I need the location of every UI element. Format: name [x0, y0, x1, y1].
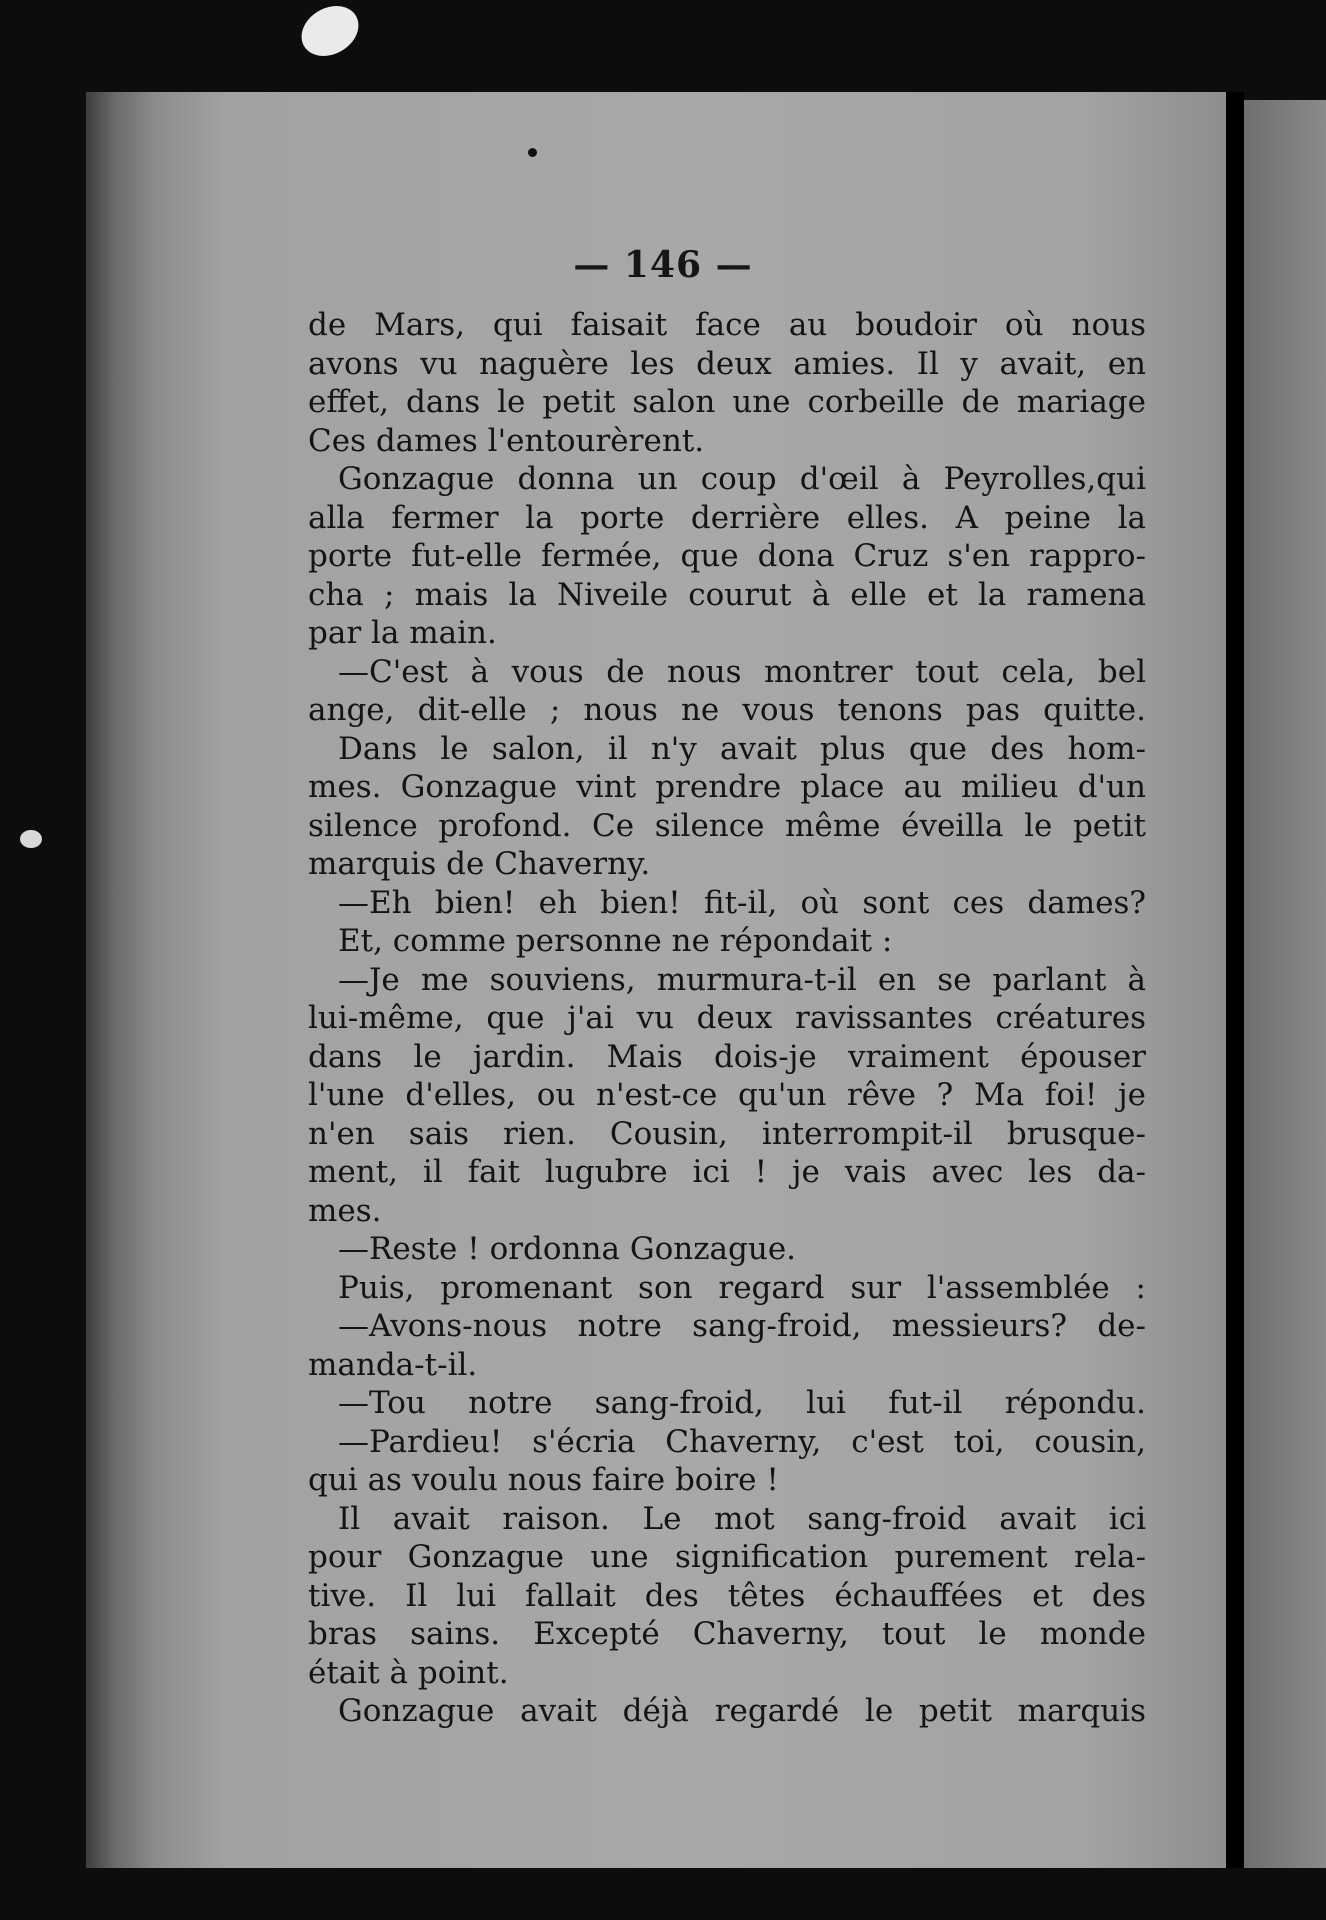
text-line: mes.: [308, 1192, 382, 1229]
scan-speck-dot: [528, 148, 537, 157]
book-gutter: [1226, 92, 1244, 1868]
text-line: qui as voulu nous faire boire !: [308, 1462, 779, 1498]
text-line: Il avait raison. Le mot sang-froid avait ici: [338, 1500, 1146, 1537]
text-line: ange, dit-elle ; nous ne vous tenons pas quitte.: [308, 692, 1146, 728]
text-line: Ces dames l'entourèrent.: [308, 422, 705, 459]
text-line: l'une d'elles, ou n'est-ce qu'un rêve ? Ma foi! je: [308, 1077, 1146, 1113]
text-line: —Reste ! ordonna Gonzague.: [338, 1231, 797, 1267]
text-line: mes. Gonzague vint prendre place au milieu d'un: [308, 769, 1146, 805]
text-line: porte fut-elle fermée, que dona Cruz s'en rappro-: [308, 538, 1146, 574]
text-line: —Pardieu! s'écria Chaverny, c'est toi, cousin,: [338, 1423, 1146, 1460]
text-line: silence profond. Ce silence même éveilla le petit: [308, 807, 1146, 844]
body-text: [308, 306, 1146, 1731]
text-line: dans le jardin. Mais dois-je vraiment épouser: [308, 1038, 1146, 1075]
text-line: —Avons-nous notre sang-froid, messieurs? de-: [338, 1308, 1146, 1344]
text-line: par la main.: [308, 615, 497, 651]
text-line: était à point.: [308, 1654, 509, 1691]
text-line: de Mars, qui faisait face au boudoir où nous: [308, 307, 1146, 343]
text-line: Et, comme personne ne répondait :: [338, 923, 893, 959]
text-line: Dans le salon, il n'y avait plus que des hom-: [338, 730, 1146, 767]
text-line: avons vu naguère les deux amies. Il y avait, en: [308, 345, 1146, 382]
text-line: effet, dans le petit salon une corbeille de mariage: [308, 384, 1146, 420]
text-line: Gonzague avait déjà regardé le petit marquis: [338, 1693, 1146, 1729]
text-line: Gonzague donna un coup d'œil à Peyrolles,qui: [338, 461, 1146, 497]
text-line: —C'est à vous de nous montrer tout cela, bel: [338, 653, 1146, 690]
page-number: — 146 —: [573, 244, 753, 286]
text-line: —Eh bien! eh bien! fit-il, où sont ces dames?: [338, 884, 1146, 921]
text-line: —Tou notre sang-froid, lui fut-il répondu.: [338, 1385, 1146, 1421]
text-line: cha ; mais la Niveile courut à elle et la ramena: [308, 576, 1146, 613]
text-line: alla fermer la porte derrière elles. A peine la: [308, 499, 1146, 536]
text-line: n'en sais rien. Cousin, interrompit-il brusque-: [308, 1115, 1146, 1152]
text-line: —Je me souviens, murmura-t-il en se parlant à: [338, 961, 1146, 998]
text-line: Puis, promenant son regard sur l'assemblée :: [338, 1269, 1146, 1306]
text-line: tive. Il lui fallait des têtes échauffées et des: [308, 1577, 1146, 1614]
text-line: marquis de Chaverny.: [308, 846, 651, 882]
scan-speck-left: [20, 830, 42, 848]
scan-speck-top: [293, 0, 368, 66]
text-line: pour Gonzague une signification purement rela-: [308, 1539, 1146, 1575]
text-line: lui-même, que j'ai vu deux ravissantes créatures: [308, 1000, 1146, 1036]
text-line: manda-t-il.: [308, 1346, 478, 1383]
adjacent-page: [1244, 100, 1326, 1868]
text-line: bras sains. Excepté Chaverny, tout le monde: [308, 1616, 1146, 1652]
text-line: ment, il fait lugubre ici ! je vais avec les da-: [308, 1154, 1146, 1190]
